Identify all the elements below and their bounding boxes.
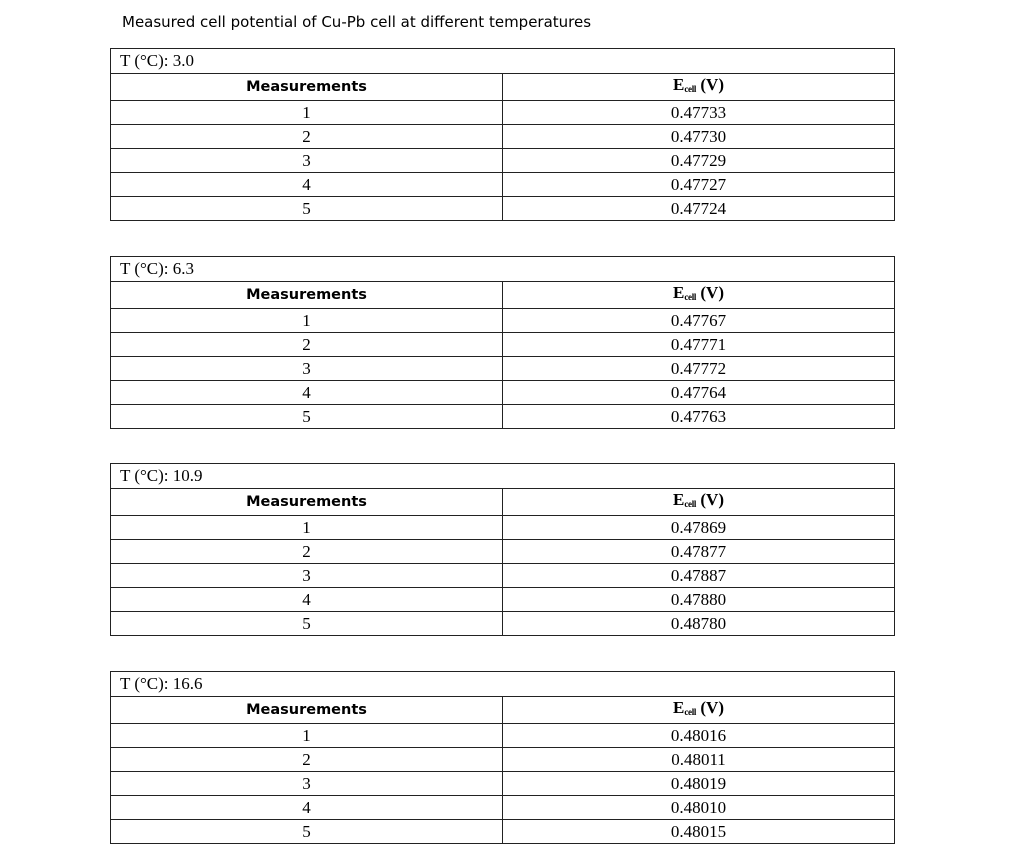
ecell-value: 0.47767	[503, 309, 895, 333]
temperature-label: T (°C): 10.9	[111, 464, 895, 489]
data-table	[110, 48, 895, 221]
ecell-value: 0.47880	[503, 588, 895, 612]
measurement-number: 1	[111, 516, 503, 540]
table-row	[111, 748, 895, 772]
temperature-table-1	[110, 48, 895, 221]
table-row	[111, 796, 895, 820]
measurement-number: 3	[111, 564, 503, 588]
ecell-unit: (V)	[700, 490, 724, 509]
column-header-row	[111, 489, 895, 516]
measurement-number: 2	[111, 540, 503, 564]
measurement-number: 4	[111, 381, 503, 405]
table-row	[111, 724, 895, 748]
table-row	[111, 101, 895, 125]
ecell-value: 0.47764	[503, 381, 895, 405]
temperature-table-4	[110, 671, 895, 844]
table-row	[111, 516, 895, 540]
measurement-number: 2	[111, 125, 503, 149]
ecell-subscript: cell	[684, 84, 697, 94]
ecell-value: 0.47771	[503, 333, 895, 357]
ecell-symbol: E	[673, 75, 685, 94]
table-row	[111, 357, 895, 381]
data-table	[110, 256, 895, 429]
table-row	[111, 564, 895, 588]
ecell-value: 0.47877	[503, 540, 895, 564]
table-row	[111, 772, 895, 796]
measurement-number: 3	[111, 772, 503, 796]
temperature-table-2	[110, 256, 895, 429]
ecell-value: 0.48780	[503, 612, 895, 636]
measurement-number: 1	[111, 724, 503, 748]
ecell-value: 0.48016	[503, 724, 895, 748]
table-row	[111, 173, 895, 197]
ecell-value: 0.47729	[503, 149, 895, 173]
ecell-value: 0.48015	[503, 820, 895, 844]
measurement-number: 5	[111, 612, 503, 636]
ecell-value: 0.47730	[503, 125, 895, 149]
table-row	[111, 612, 895, 636]
temperature-table-3	[110, 463, 895, 636]
ecell-value: 0.47869	[503, 516, 895, 540]
temperature-row	[111, 464, 895, 489]
data-table	[110, 463, 895, 636]
page-title: Measured cell potential of Cu-Pb cell at different temperatures	[122, 13, 592, 31]
ecell-header	[503, 697, 895, 724]
ecell-value: 0.47724	[503, 197, 895, 221]
ecell-symbol: E	[673, 283, 685, 302]
table-row	[111, 149, 895, 173]
measurement-number: 1	[111, 309, 503, 333]
temperature-label: T (°C): 6.3	[111, 257, 895, 282]
column-header-row	[111, 282, 895, 309]
ecell-value: 0.47727	[503, 173, 895, 197]
measurement-number: 3	[111, 357, 503, 381]
ecell-header	[503, 74, 895, 101]
table-row	[111, 588, 895, 612]
ecell-unit: (V)	[700, 698, 724, 717]
ecell-value: 0.48010	[503, 796, 895, 820]
ecell-value: 0.47772	[503, 357, 895, 381]
ecell-symbol: E	[673, 698, 685, 717]
measurements-header: Measurements	[111, 282, 503, 309]
measurement-number: 5	[111, 405, 503, 429]
measurements-header: Measurements	[111, 74, 503, 101]
measurement-number: 1	[111, 101, 503, 125]
measurement-number: 4	[111, 588, 503, 612]
ecell-value: 0.48011	[503, 748, 895, 772]
table-row	[111, 540, 895, 564]
measurement-number: 5	[111, 820, 503, 844]
temperature-label: T (°C): 3.0	[111, 49, 895, 74]
column-header-row	[111, 697, 895, 724]
data-table	[110, 671, 895, 844]
table-row	[111, 820, 895, 844]
table-row	[111, 405, 895, 429]
measurement-number: 2	[111, 748, 503, 772]
temperature-row	[111, 49, 895, 74]
measurement-number: 4	[111, 796, 503, 820]
table-row	[111, 309, 895, 333]
table-row	[111, 197, 895, 221]
table-row	[111, 125, 895, 149]
ecell-unit: (V)	[700, 75, 724, 94]
ecell-header	[503, 282, 895, 309]
measurement-number: 2	[111, 333, 503, 357]
measurements-header: Measurements	[111, 697, 503, 724]
temperature-label: T (°C): 16.6	[111, 672, 895, 697]
ecell-subscript: cell	[684, 499, 697, 509]
ecell-unit: (V)	[700, 283, 724, 302]
ecell-symbol: E	[673, 490, 685, 509]
measurement-number: 4	[111, 173, 503, 197]
measurement-number: 5	[111, 197, 503, 221]
ecell-header	[503, 489, 895, 516]
ecell-value: 0.47887	[503, 564, 895, 588]
measurements-header: Measurements	[111, 489, 503, 516]
temperature-row	[111, 257, 895, 282]
table-row	[111, 333, 895, 357]
column-header-row	[111, 74, 895, 101]
ecell-subscript: cell	[684, 707, 697, 717]
ecell-subscript: cell	[684, 292, 697, 302]
ecell-value: 0.47733	[503, 101, 895, 125]
ecell-value: 0.48019	[503, 772, 895, 796]
temperature-row	[111, 672, 895, 697]
measurement-number: 3	[111, 149, 503, 173]
ecell-value: 0.47763	[503, 405, 895, 429]
table-row	[111, 381, 895, 405]
